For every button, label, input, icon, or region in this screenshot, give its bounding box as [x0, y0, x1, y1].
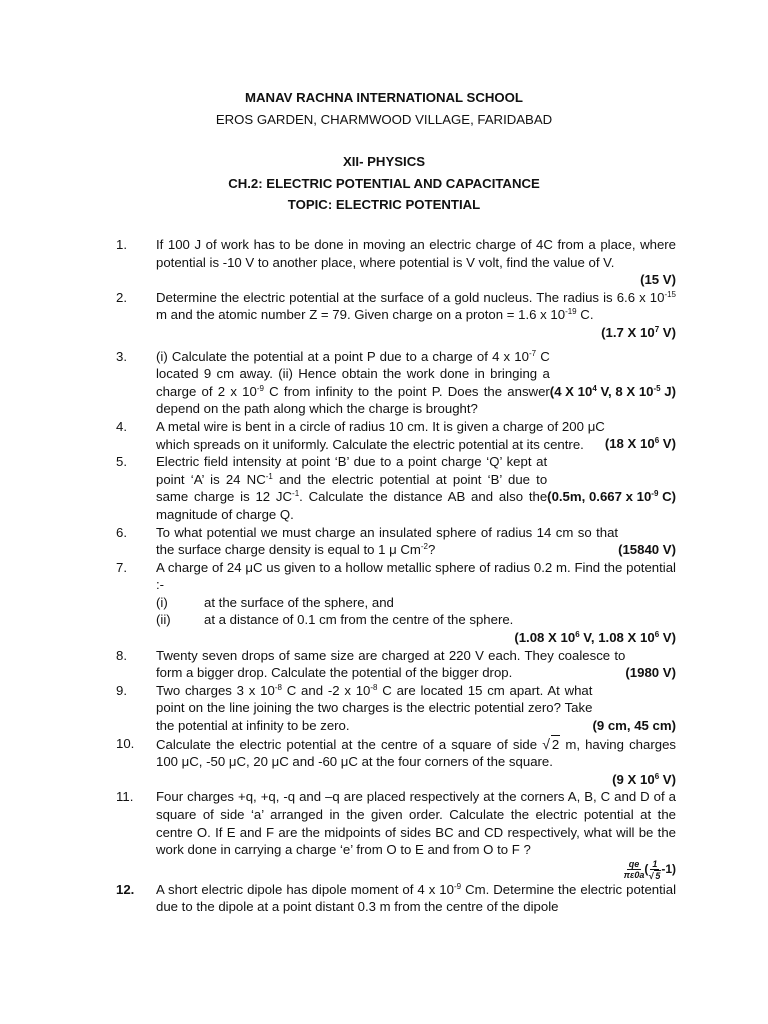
- question-5: [116, 453, 676, 523]
- question-text: (4 X $10^4$ V, 8 X $10^{-5}$ J) (i) Calculate the potential at a point P due to a charge of 4 x $10^{-7}$ C located 9 cm away. (ii) Hence obtain the work done in bringing a charge of 2 x $10^{-9}$ C from infinity to the point P. Does the answer depend on the path along which the charge is brought?: [156, 348, 676, 417]
- answer: (15 V): [640, 272, 676, 288]
- question-text: A charge of 24 μC us given to a hollow metallic sphere of radius 0.2 m. Find the potential :- (i) at the surface of the sphere, and (ii) at a distance of 0.1 cm from the centre of the sphere. (1.08 X $10^6$ V, 1.08 X $10^6$ V): [156, 559, 676, 646]
- sub-question-i: (i) at the surface of the sphere, and: [156, 594, 394, 610]
- question-number: 6.: [116, 524, 127, 540]
- answer: (4 X $10^4$ V, 8 X $10^{-5}$ J): [549, 383, 676, 399]
- question-number: 4.: [116, 418, 127, 434]
- question-number: 9.: [116, 682, 127, 698]
- question-number: 11.: [116, 789, 134, 805]
- question-text: A short electric dipole has dipole moment of 4 x $10^{-9}$ Cm. Determine the electric potential due to the dipole at a point distant 0.3 m from the centre of the dipole: [156, 881, 676, 915]
- square-root-icon: √: [542, 735, 550, 752]
- question-4: [116, 418, 676, 453]
- answer: (1980 V): [625, 664, 676, 680]
- subject-title: XII- PHYSICS: [342, 154, 426, 169]
- fraction-one-over-root-five: $\frac{1}{√ 5}$: [648, 858, 661, 881]
- question-3: [116, 348, 676, 418]
- question-number: 10.: [116, 735, 135, 751]
- question-text: Calculate the electric potential at the centre of a square of side √ 2 m, having charges 100 μC, -50 μC, 20 μC and -60 μC at the four corners of the square. (9 X $10^6$ V): [156, 735, 676, 787]
- answer: (1.08 X $10^6$ V, 1.08 X $10^6$ V): [514, 630, 676, 646]
- answer: (1.7 X $10^7$ V): [601, 324, 676, 340]
- question-2: [116, 289, 676, 342]
- question-text: Determine the electric potential at the surface of a gold nucleus. The radius is 6.6 x $10^{-15}$ m and the atomic number Z = 79. Given charge on a proton = 1.6 x $10^{-19}$ C. (1.7 X $10^7$ V): [156, 289, 676, 340]
- chapter-title: CH.2: ELECTRIC POTENTIAL AND CAPACITANCE: [228, 176, 540, 191]
- question-text: If 100 J of work has to be done in moving an electric charge of 4C from a place, where potential is -10 V to another place, where potential is V volt, find the value of V. (15 V): [156, 237, 676, 288]
- question-text: (0.5m, 0.667 x $10^{-9}$ C) Electric field intensity at point ‘B’ due to a point charge ‘Q’ kept at point ‘A’ is 24 $NC^{-1}$ and the electric potential at point ‘B’ due to same charge is 12 $JC^{-1}$. Calculate the distance AB and also the magnitude of charge Q.: [156, 454, 676, 522]
- topic-title: TOPIC: ELECTRIC POTENTIAL: [287, 197, 481, 212]
- question-12: [116, 881, 676, 916]
- answer-formula: $\frac{qe}{\pi\varepsilon 0a}$ ( $\frac{1}{√ 5}$ -1): [623, 858, 676, 881]
- question-8: [116, 647, 676, 682]
- answer: (18 X $10^6$ V): [604, 435, 676, 451]
- question-9: [116, 682, 676, 735]
- question-number: 3.: [116, 348, 127, 364]
- question-6: [116, 524, 676, 559]
- question-text: (15840 V) To what potential we must charge an insulated sphere of radius 14 cm so that the surface charge density is equal to 1 μ $Cm^{-2}$?: [156, 524, 676, 558]
- sub-question-ii: (ii) at a distance of 0.1 cm from the centre of the sphere.: [156, 612, 514, 628]
- question-number: 1.: [116, 237, 127, 252]
- answer: (9 X $10^6$ V): [612, 771, 676, 787]
- question-1: [116, 236, 676, 289]
- question-list: [116, 236, 676, 916]
- school-address: EROS GARDEN, CHARMWOOD VILLAGE, FARIDABAD: [215, 112, 553, 127]
- question-number: 8.: [116, 647, 127, 663]
- question-text: Four charges +q, +q, -q and –q are placed respectively at the corners A, B, C and D of a square of side ‘a’ arranged in the given order. Calculate the electric potential at the centre O. If E and F are the midpoints of sides BC and CD respectively, what will be the work done in carrying a charge ‘e’ from O to E and from O to F ? $\frac{qe}{\pi\varepsilon 0a}$ ( $\frac{1}{√ 5}$ -1): [156, 789, 676, 881]
- question-7: [116, 559, 676, 647]
- question-number: 7.: [116, 559, 127, 575]
- question-number: 2.: [116, 289, 127, 305]
- answer: (9 cm, 45 cm): [592, 717, 676, 733]
- school-name: MANAV RACHNA INTERNATIONAL SCHOOL: [245, 90, 523, 105]
- question-11: [116, 788, 676, 880]
- question-10: [116, 735, 676, 789]
- question-text: (1980 V) Twenty seven drops of same size are charged at 220 V each. They coalesce to form a bigger drop. Calculate the potential of the bigger drop.: [156, 647, 676, 681]
- question-text: (9 cm, 45 cm) Two charges 3 x $10^{-8}$ C and -2 x $10^{-8}$ C are located 15 cm apart. At what point on the line joining the two charges is the electric potential zero? Take the potential at infinity to be zero.: [156, 682, 676, 734]
- fraction-qe-over-pi-epsilon-a: $\frac{qe}{\pi\varepsilon 0a}$: [623, 859, 645, 881]
- question-number: 5.: [116, 454, 127, 470]
- answer: (0.5m, 0.667 x $10^{-9}$ C): [547, 489, 676, 505]
- question-number: 12.: [116, 881, 135, 897]
- question-text: (18 X $10^6$ V) A metal wire is bent in a circle of radius 10 cm. It is given a charge of 200 μC which spreads on it uniformly. Calculate the electric potential at its centre.: [156, 418, 676, 452]
- answer: (15840 V): [618, 541, 676, 557]
